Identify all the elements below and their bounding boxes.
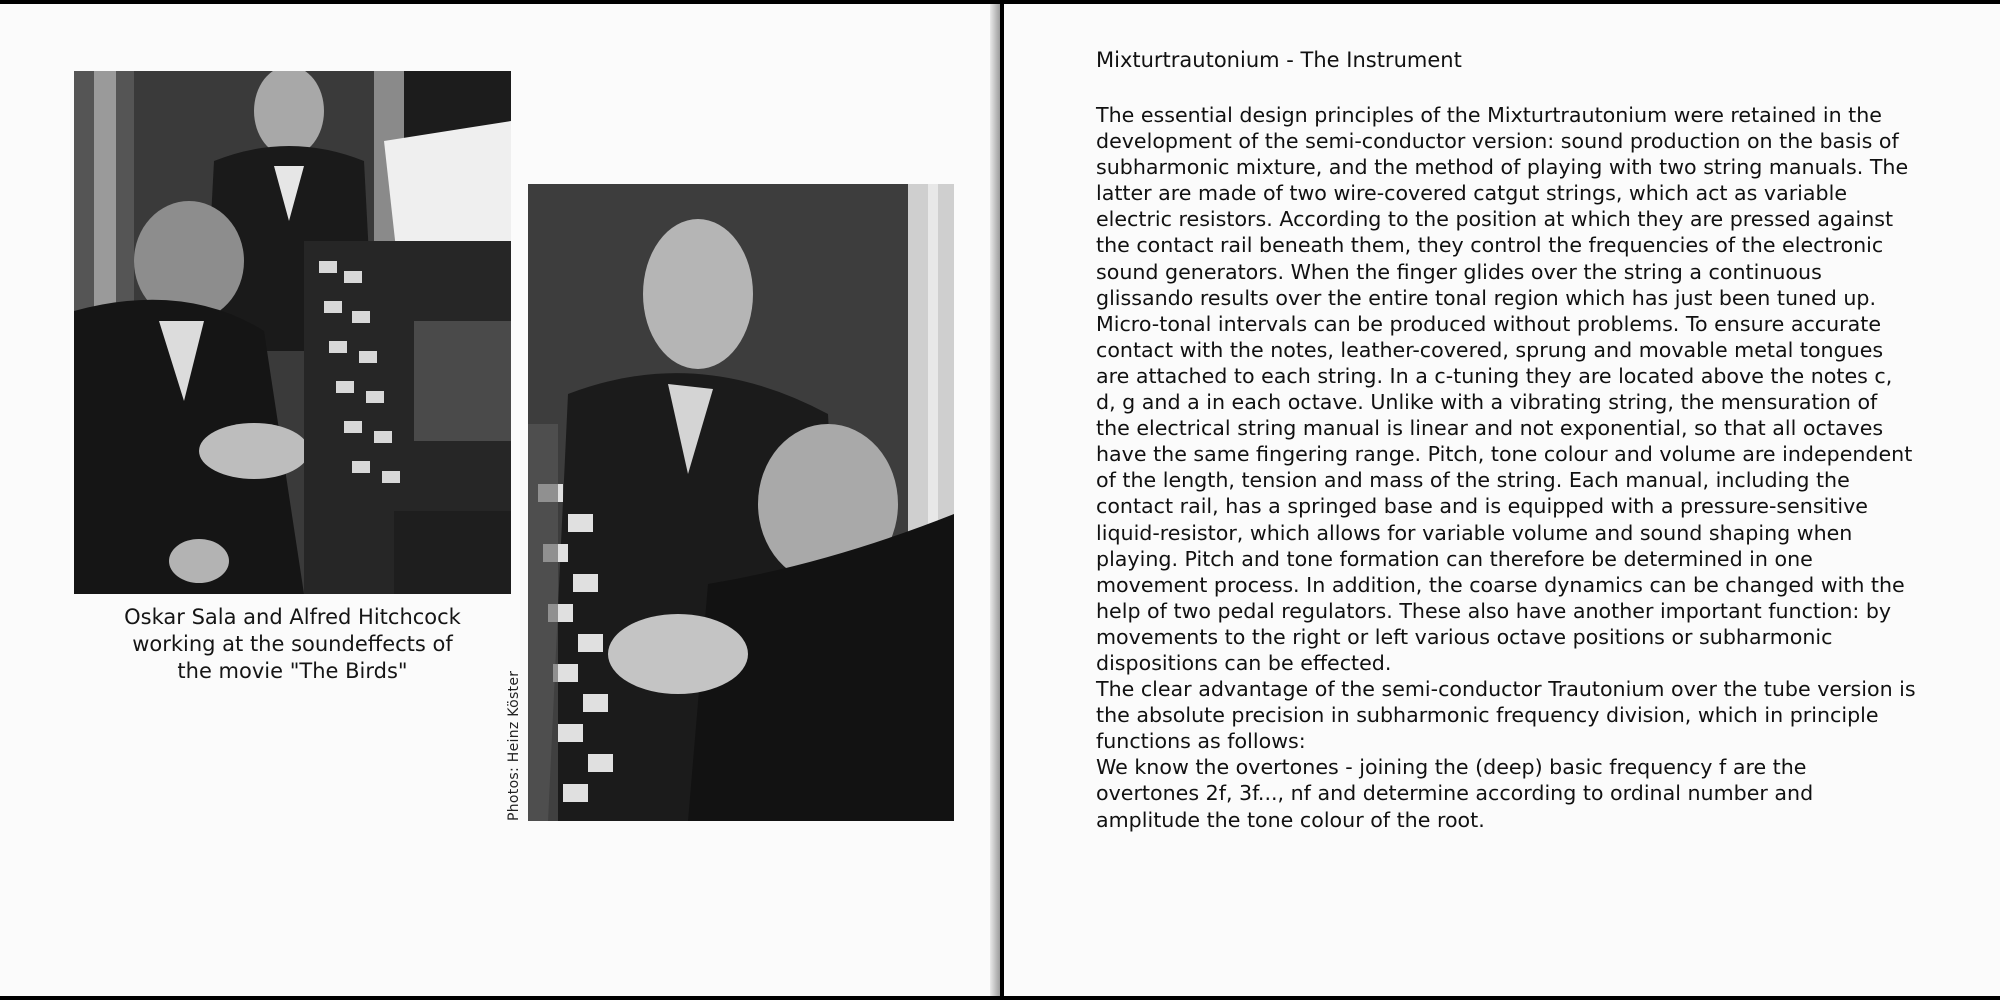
- paragraph-3: We know the overtones - joining the (deep) basic frequency f are the overtones 2f, 3f..., nf and determine according to ordinal number and amplitude the tone colour of the root.: [1096, 755, 1814, 832]
- left-page: [0, 4, 994, 996]
- page-fold: [990, 4, 1000, 996]
- paragraph-1: The essential design principles of the Mixturtrautonium were retained in the development of the semi-conductor version: sound production on the basis of subharmonic mixture, and the method of playing with two string manuals. The latter are made of two wire-covered catgut strings, which act as variable electric resistors. According to the position at which they are pressed against the contact rail beneath them, they control the frequencies of the electronic sound generators. When the finger glides over the string a continuous glissando results over the entire tonal region which has just been tuned up. Micro-tonal intervals can be produced without problems. To ensure accurate contact with the notes, leather-covered, sprung and movable metal tongues are attached to each string. In a c-tuning they are located above the notes c, d, g and a in each octave. Unlike with a vibrating string, the mensuration of the electrical string manual is linear and not exponential, so that all octaves have the same fingering range. Pitch, tone colour and volume are independent of the length, tension and mass of the string. Each manual, including the contact rail, has a springed base and is equipped with a pressure-sensitive liquid-resistor, which allows for variable volume and sound shaping when playing. Pitch and tone formation can therefore be determined in one movement process. In addition, the coarse dynamics can be changed with the help of two pedal regulators. These also have another important function: by movements to the right or left various octave positions or subharmonic dispositions can be effected.: [1096, 103, 1913, 675]
- caption-line-2: working at the soundeffects of: [132, 632, 453, 656]
- caption-line-3: the movie "The Birds": [177, 659, 408, 683]
- section-heading: Mixturtrautonium - The Instrument: [1096, 48, 1462, 72]
- right-page: [1004, 4, 2000, 996]
- photo-sala-hitchcock-playing: [528, 184, 954, 821]
- body-text: [1096, 102, 1916, 833]
- photo-credit: Photos: Heinz Köster: [506, 670, 522, 821]
- photo-2-image: [528, 184, 954, 821]
- photo-caption: [74, 604, 511, 685]
- photo-1-image: [74, 71, 511, 594]
- photo-sala-hitchcock-standing: [74, 71, 511, 594]
- paragraph-2: The clear advantage of the semi-conductor Trautonium over the tube version is the absolute precision in subharmonic frequency division, which in principle functions as follows:: [1096, 677, 1916, 754]
- caption-line-1: Oskar Sala and Alfred Hitchcock: [124, 605, 461, 629]
